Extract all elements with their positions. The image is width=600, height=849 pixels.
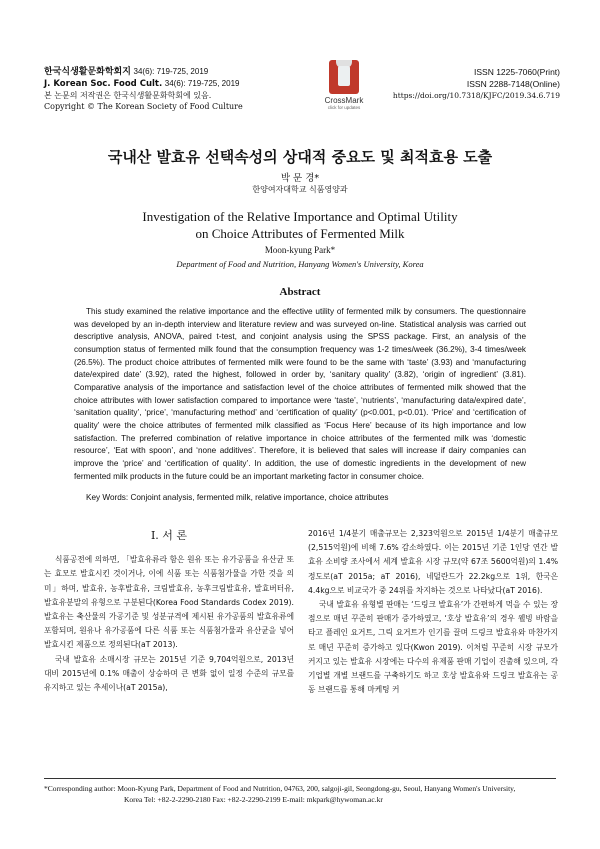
left-paragraph-2: 국내 발효유 소매시장 규모는 2015년 기준 9,704억원으로, 2013년 대비 2015년에 0.1% 매출이 상승하며 큰 변화 없이 일정 수준의 규모를 유지하고 있는 추세이나(aT 2015a),: [44, 654, 294, 693]
copyright-en: Copyright © The Korean Society of Food Culture: [44, 102, 243, 111]
copyright-kr: 본 논문의 저작권은 한국식생활문화학회에 있음.: [44, 91, 212, 100]
section-heading: Ⅰ. 서 론: [150, 529, 188, 542]
crossmark-badge[interactable]: [323, 60, 365, 110]
affiliation-en: Department of Food and Nutrition, Hanyang Women's University, Korea: [176, 259, 424, 269]
abstract-text: This study examined the relative importance and the effective utility of fermented milk by consumers. The questionnaire was developed by an in-depth interview and literature review and was surveyed on-line. Statistical analysis was carried out descriptive analysis, ANOVA, paired t-test, and conjoint analysis using the SPSS package. First, an analysis of the consumption status of fermented milk found that the consumption frequency was 1-2 times/week (36.2%), 3-4 times/week (26.5%). The product choice attributes of fermented milk were found to be the same with ‘taste’ (3.93) and ‘manufacturing date/expired date’ (3.92), rated the highest, followed in order by, ‘sanitary quality’ (3.82), ‘origin of ingredient’ (3.81). Comparative analysis of the importance and satisfaction level of the choice attributes of fermented milk showed that the choice attributes with lower satisfaction compared to importance were ‘taste’, ‘nutrients’, ‘manufacturing data/expired date’, ‘sanitation quality’, ‘price’, ‘manufacturing method’ and ‘certification of quality’ (p<0.001, p<0.01). ‘Price’ and ‘certification of quality’ were the choice attributes of fermented milk classified as ‘Focus Here’ because of its high importance and low satisfaction. The preferred combination of relative importance in choice attributes of the fermented milk was ‘domestic resource’, ‘Eat with spoon’, and ‘none additives’. Therefore, it is believed that sales will increase if dairy companies can improve the ‘price’ and ‘certification of quality’. In addition, the use of domestic ingredients in the development of new fermented milk products in the future could be an important marketing factor in consumer choice.: [74, 307, 526, 481]
abstract-body: [74, 306, 526, 483]
doi-link[interactable]: https://doi.org/10.7318/KJFC/2019.34.6.719: [392, 91, 560, 100]
journal-volume-en: 34(6): 719-725, 2019: [164, 79, 240, 88]
body-left-column: [44, 525, 294, 695]
title-en: [0, 208, 600, 242]
right-paragraph-2: 국내 발효유 유형별 판매는 ‘드링크 발효유’가 간편하게 먹을 수 있는 장점으로 매년 꾸준히 판매가 증가하였고, ‘호상 발효유’의 경우 웰빙 바람을 타고 플레인 요거트, 그릭 요거트가 인기를 끌며 드링크 발효유와 마찬가지로 매년 꾸준히 증가하고 있다(Kwon 2019). 이처럼 꾸준히 시장 규모가 커지고 있는 발효유 시장에는 다수의 유제품 판매 기업이 진출해 있으며, 각 기업별 개별 브랜드를 구축하기도 하고 호상 발효유와 드링크 발효유는 공동 브랜드를 통해 마케팅 커: [308, 600, 558, 695]
footnote-divider: [44, 778, 556, 779]
footnote: [44, 783, 564, 805]
footnote-line-1: *Corresponding author: Moon-Kyung Park, Department of Food and Nutrition, 04763, 200, salgoji-gil, Seongdong-gu, Seoul, Hanyang Women's University,: [44, 784, 516, 793]
left-paragraph-1: 식품공전에 의하면, 「발효유류라 함은 원유 또는 유가공품을 유산균 또는 효모로 발효시킨 것이거나, 이에 식품 또는 식품첨가물을 가한 것을 의미」하며, 발효유, 농후발효유, 크림발효유, 농후크림발효유, 발효버터유, 발효유분말의 유형으로 구분된다(Korea Food Standards Codex 2019). 발효유는 축산물의 가공기준 및 성분규격에 제시된 유가공품의 발효유류에 포함되며, 원유나 유가공품에 다른 식품 또는 식품첨가물과 유산균을 넣어 발효시킨 제품으로 정의된다(aT 2013).: [44, 555, 294, 650]
footnote-line-2: Korea Tel: +82-2-2290-2180 Fax: +82-2-2290-2199 E-mail: mkpark@hywoman.ac.kr: [124, 795, 383, 804]
issn-block: [393, 66, 560, 102]
journal-volume-kr: 34(6): 719-725, 2019: [133, 67, 209, 76]
author-kr: 박 문 경*: [280, 173, 320, 184]
author-en: Moon-kyung Park*: [264, 245, 336, 255]
crossmark-icon: [329, 60, 359, 94]
title-kr: 국내산 발효유 선택속성의 상대적 중요도 및 최적효용 도출: [107, 148, 493, 166]
title-en-line1: Investigation of the Relative Importance and Optimal Utility: [142, 209, 458, 224]
keywords: Key Words: Conjoint analysis, fermented milk, relative importance, choice attributes: [86, 493, 389, 502]
issn-print: ISSN 1225-7060(Print): [474, 67, 560, 77]
issn-online: ISSN 2288-7148(Online): [466, 79, 560, 89]
abstract-heading: Abstract: [279, 286, 321, 298]
crossmark-label: CrossMark: [324, 96, 364, 105]
journal-header: [44, 66, 243, 112]
affiliation-kr: 한양여자대학교 식품영양과: [252, 185, 348, 194]
crossmark-sub: click for updates: [327, 105, 361, 110]
journal-name-en: J. Korean Soc. Food Cult.: [44, 79, 163, 89]
title-en-line2: on Choice Attributes of Fermented Milk: [195, 226, 405, 241]
journal-name-kr: 한국식생활문화학회지: [44, 67, 131, 77]
right-paragraph-1: 2016년 1/4분기 매출규모는 2,323억원으로 2015년 1/4분기 매출규모(2,515억원)에 비해 7.6% 감소하였다. 이는 2015년 기준 1인당 연간 발효유 소비량 조사에서 세계 발효유 시장 규모(약 67조 5600억원)의 1.4% 정도로(aT 2015a; aT 2016), 네덜란드가 22.2kg으로 1위, 한국은 4.4kg으로 비교국가 중 24위를 차지하는 것으로 나타났다(aT 2016).: [308, 529, 558, 595]
body-right-column: [308, 527, 558, 697]
